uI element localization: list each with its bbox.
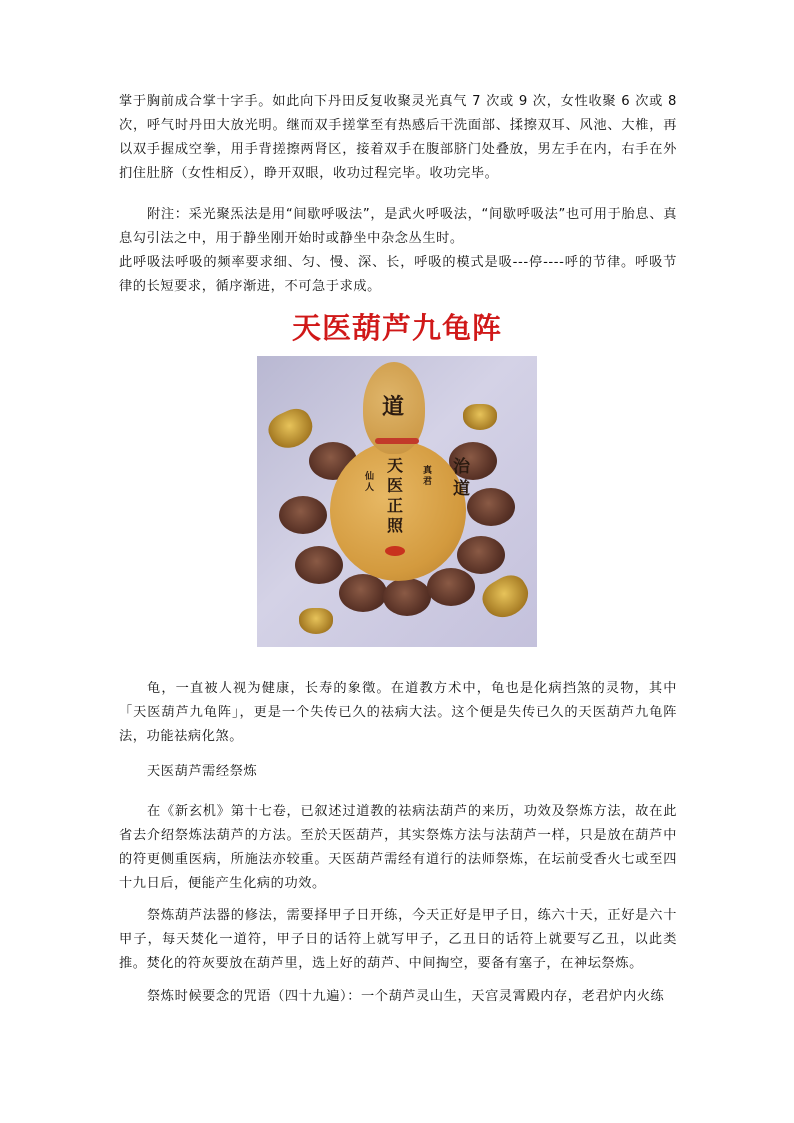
paragraph-incantation: 祭炼时候要念的咒语（四十九遍）：一个葫芦灵山生，天宫灵霄殿内存，老君炉内火练 [147, 989, 665, 1004]
turtle [383, 578, 431, 616]
subheading-refining: 天医葫芦需经祭炼 [147, 764, 258, 779]
gourd-inscription-side: 治道 [453, 457, 470, 499]
paragraph-breathing-rhythm: 此呼吸法呼吸的频率要求细、匀、慢、深、长，呼吸的模式是吸---停----呼的节律。呼吸节律的长短要求，循序渐进，不可急于求成。 [119, 255, 677, 294]
gourd-inscription-left: 仙人 [365, 472, 375, 493]
paragraph-closing-practice: 掌于胸前成合掌十字手。如此向下丹田反复收聚灵光真气 7 次或 9 次，女性收聚 6 次或 8 次，呼气时丹田大放光明。继而双手搓掌至有热感后干洗面部、揉擦双耳、风池、大椎，再以双手握成空拳，用手背搓擦两肾区，接着双手在腹部脐门处叠放，男左手在内，右手在外扪住肚脐（女性相反），睁开双眼，收功过程完毕。收功完毕。 [119, 94, 677, 181]
turtle [339, 574, 387, 612]
turtle [279, 496, 327, 534]
red-seal [385, 546, 405, 556]
gold-ingot [477, 569, 536, 625]
gourd-inscription-right: 真君 [423, 466, 433, 487]
gourd-turtle-photo [257, 356, 537, 647]
gold-ingot [263, 403, 318, 454]
gourd-inscription-top: 道 [382, 394, 405, 420]
turtle [295, 546, 343, 584]
red-cord [375, 438, 419, 444]
paragraph-turtle-intro: 龟，一直被人视为健康，长寿的象徵。在道教方术中，龟也是化病挡煞的灵物，其中「天医葫芦九龟阵」，更是一个失传已久的祛病大法。这个便是失传已久的天医葫芦九龟阵法，功能祛病化煞。 [119, 681, 677, 744]
gold-ingot [463, 404, 497, 430]
turtle [427, 568, 475, 606]
turtle [457, 536, 505, 574]
paragraph-xinxuanji: 在《新玄机》第十七卷，已叙述过道教的祛病法葫芦的来历，功效及祭炼方法，故在此省去介绍祭炼法葫芦的方法。至於天医葫芦，其实祭炼方法与法葫芦一样，只是放在葫芦中的符更侧重医病，所施法亦较重。天医葫芦需经有道行的法师祭炼，在坛前受香火七或至四十九日后，便能产生化病的功效。 [119, 804, 677, 891]
turtle [467, 488, 515, 526]
section-title: 天医葫芦九龟阵 [291, 311, 502, 345]
gourd-inscription-center: 天医正照 [387, 456, 404, 535]
gold-ingot [299, 608, 333, 634]
paragraph-appendix-note: 附注：采光聚炁法是用“间歇呼吸法”，是武火呼吸法，“间歇呼吸法”也可用于胎息、真息勾引法之中，用于静坐刚开始时或静坐中杂念丛生时。 [119, 207, 677, 246]
paragraph-refining-method: 祭炼葫芦法器的修法，需要择甲子日开练，今天正好是甲子日，练六十天，正好是六十甲子，每天焚化一道符，甲子日的话符上就写甲子，乙丑日的话符上就要写乙丑，以此类推。焚化的符灰要放在葫芦里，选上好的葫芦、中间掏空，要备有塞子，在神坛祭炼。 [119, 908, 677, 971]
